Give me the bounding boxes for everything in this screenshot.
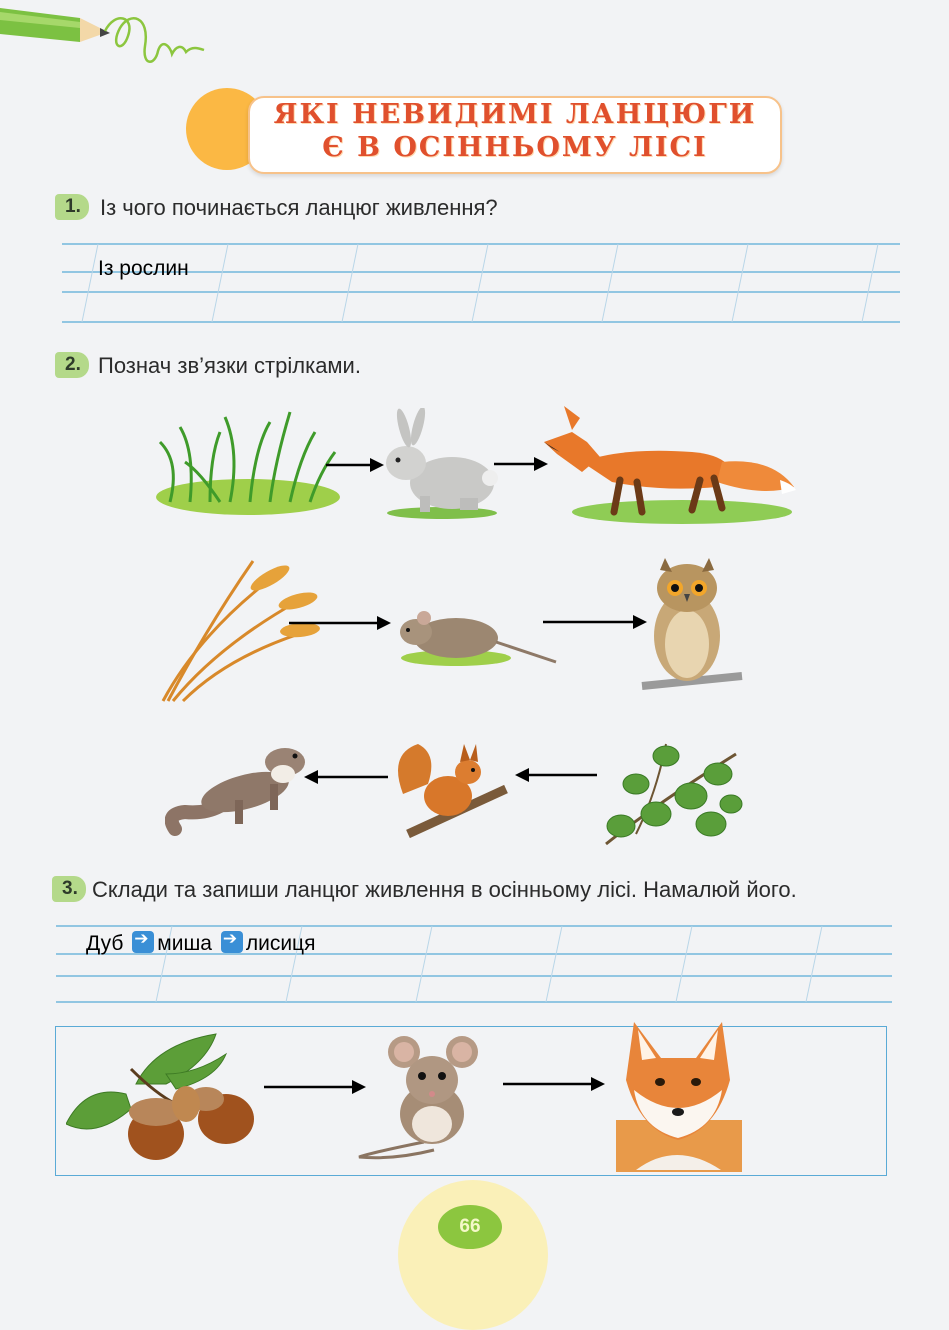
title-line-1: ЯКІ НЕВИДИМІ ЛАНЦЮГИ [273, 99, 757, 130]
hare-image [380, 408, 502, 520]
decorative-squiggle [100, 6, 220, 76]
arrow-right-icon [503, 1076, 605, 1092]
task-1-answer[interactable]: Із рослин [98, 257, 189, 280]
pencil-icon [0, 8, 115, 42]
fox-portrait-image [616, 1020, 742, 1172]
task-1-ruled-lines [62, 232, 900, 332]
title-line-2: Є В ОСІННЬОМУ ЛІСІ [322, 132, 708, 163]
arrow-right-icon [221, 931, 243, 953]
arrow-right-icon [289, 615, 391, 631]
task-2-number: 2. [55, 352, 89, 378]
arrow-left-icon [304, 769, 388, 785]
squirrel-image [388, 734, 510, 838]
grass-image [150, 402, 345, 520]
owl-image [632, 556, 750, 706]
arrow-right-icon [494, 456, 548, 472]
field-mouse-image [396, 600, 560, 672]
task-3-answer[interactable] [86, 931, 315, 956]
page-number: 66 [438, 1205, 502, 1249]
task-2-question: Познач зв’язки стрілками. [98, 353, 361, 378]
task-3-question: Склади та запиши ланцюг живлення в осінньому лісі. Намалюй його. [92, 877, 797, 902]
hazel-branch-image [596, 734, 744, 852]
acorns-image [66, 1024, 262, 1164]
arrow-right-icon [132, 931, 154, 953]
page-title [248, 96, 782, 174]
page-number-background [398, 1180, 548, 1330]
task-1-question: Із чого починається ланцюг живлення? [100, 195, 498, 220]
mouse-image [354, 1032, 484, 1162]
answer-word-mouse: миша [157, 932, 212, 955]
task-3-number: 3. [52, 876, 86, 902]
answer-word-fox: лисиця [245, 932, 316, 955]
answer-word-oak: Дуб [86, 932, 124, 955]
fox-image [542, 402, 798, 526]
arrow-right-icon [264, 1079, 366, 1095]
arrow-right-icon [326, 457, 384, 473]
task-1-number: 1. [55, 194, 89, 220]
marten-image [165, 734, 310, 844]
arrow-left-icon [515, 767, 597, 783]
